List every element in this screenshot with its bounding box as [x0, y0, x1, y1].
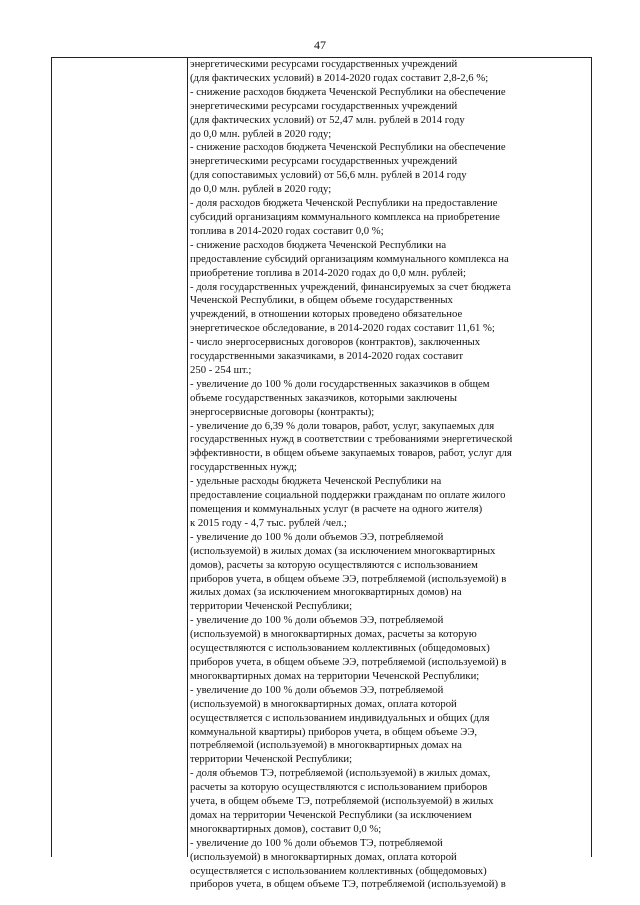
- text-line: - увеличение до 100 % доли объемов ЭЭ, потребляемой: [190, 683, 444, 696]
- text-line: субсидий организациям коммунального комплекса на приобретение: [190, 210, 500, 223]
- text-line: помещения и коммунальных услуг (в расчете на одного жителя): [190, 503, 483, 515]
- text-line: приобретение топлива в 2014-2020 годах до 0,0 млн. рублей;: [190, 266, 466, 279]
- text-line: (для фактических условий) в 2014-2020 годах составит 2,8-2,6 %;: [190, 71, 489, 84]
- text-line: эффективности, в общем объеме закупаемых товаров, работ, услуг для: [190, 447, 512, 460]
- text-line: - доля государственных учреждений, финансируемых за счет бюджета: [190, 280, 511, 293]
- text-line: до 0,0 млн. рублей в 2020 году;: [190, 183, 332, 196]
- text-line: энергетическими ресурсами государственных учреждений: [190, 155, 458, 168]
- text-line: учреждений, в отношении которых проведено обязательное: [190, 308, 463, 321]
- text-line: (используемой) в многоквартирных домах, оплата которой: [190, 850, 457, 863]
- text-line: топлива в 2014-2020 годах составит 0,0 %;: [190, 224, 384, 237]
- text-line: учета, в общем объеме ТЭ, потребляемой (используемой) в жилых: [190, 795, 494, 808]
- text-line: (используемой) в жилых домах (за исключением многоквартирных: [190, 544, 496, 557]
- text-line: территории Чеченской Республики;: [190, 753, 353, 766]
- text-line: домах на территории Чеченской Республики (за исключением: [190, 808, 472, 821]
- text-line: Чеченской Республики, в общем объеме государственных: [190, 294, 453, 307]
- text-line: территории Чеченской Республики;: [190, 600, 353, 613]
- text-line: потребляемой (используемой) в многоквартирных домах на: [190, 739, 462, 752]
- text-line: предоставление субсидий организациям коммунального комплекса на: [190, 252, 509, 265]
- text-line: - число энергосервисных договоров (контрактов), заключенных: [190, 336, 481, 349]
- text-line: энергетическое обследование, в 2014-2020 годах составит 11,61 %;: [190, 322, 495, 335]
- text-line: - доля объемов ТЭ, потребляемой (используемой) в жилых домах,: [190, 767, 491, 780]
- text-line: многоквартирных домов), составит 0,0 %;: [190, 822, 382, 835]
- text-line: (для фактических условий) от 52,47 млн. рублей в 2014 году: [190, 113, 465, 126]
- text-line: государственных нужд;: [190, 461, 298, 474]
- text-line: - доля расходов бюджета Чеченской Республики на предоставление: [190, 197, 498, 210]
- text-line: - увеличение до 100 % доли объемов ТЭ, потребляемой: [190, 836, 443, 849]
- text-line: к 2015 году - 4,7 тыс. рублей /чел.;: [190, 516, 347, 529]
- text-line: расчеты за которую осуществляются с использованием приборов: [190, 781, 488, 794]
- text-line: 250 - 254 шт.;: [190, 363, 252, 376]
- text-line: (для сопоставимых условий) от 56,6 млн. рублей в 2014 году: [190, 169, 467, 182]
- text-line: (используемой) в многоквартирных домах, расчеты за которую: [190, 628, 477, 641]
- text-line: домов), расчеты за которую осуществляются с использованием: [190, 558, 478, 571]
- text-line: - снижение расходов бюджета Чеченской Республики на обеспечение: [190, 141, 506, 154]
- table-text-cell: [190, 58, 590, 891]
- table-left-cell: [52, 58, 186, 856]
- text-line: - увеличение до 100 % доли государственных заказчиков в общем: [190, 377, 490, 390]
- text-line: предоставление социальной поддержки гражданам по оплате жилого: [190, 489, 506, 502]
- text-line: (используемой) в многоквартирных домах, оплата которой: [190, 697, 457, 710]
- text-line: жилых домах (за исключением многоквартирных домов) на: [190, 586, 462, 599]
- text-line: - снижение расходов бюджета Чеченской Республики на: [190, 238, 447, 251]
- text-line: осуществляется с использованием коллективных (общедомовых): [190, 864, 487, 877]
- text-line: государственными заказчиками, в 2014-2020 годах составит: [190, 350, 464, 363]
- text-line: объеме государственных заказчиков, которыми заключены: [190, 391, 457, 404]
- text-line: приборов учета, в общем объеме ТЭ, потребляемой (используемой) в: [190, 878, 506, 891]
- page-number: 47: [314, 38, 326, 52]
- text-line: многоквартирных домах на территории Чеченской Республики;: [190, 669, 480, 682]
- text-line: - увеличение до 100 % доли объемов ЭЭ, потребляемой: [190, 614, 444, 627]
- text-line: энергетическими ресурсами государственных учреждений: [190, 58, 458, 70]
- text-line: энергосервисные договоры (контракты);: [190, 405, 375, 418]
- text-line: - удельные расходы бюджета Чеченской Республики на: [190, 475, 442, 488]
- text-line: - увеличение до 100 % доли объемов ЭЭ, потребляемой: [190, 530, 444, 543]
- text-line: коммунальной квартиры) приборов учета, в общем объеме ЭЭ,: [190, 725, 478, 738]
- text-line: до 0,0 млн. рублей в 2020 году;: [190, 127, 332, 140]
- text-line: - увеличение до 6,39 % доли товаров, работ, услуг, закупаемых для: [190, 419, 495, 432]
- text-line: осуществляется с использованием индивидуальных и общих (для: [190, 711, 490, 724]
- text-line: приборов учета, в общем объеме ЭЭ, потребляемой (используемой) в: [190, 572, 507, 585]
- text-line: осуществляются с использованием коллективных (общедомовых): [190, 642, 490, 655]
- text-line: - снижение расходов бюджета Чеченской Республики на обеспечение: [190, 85, 506, 98]
- text-line: государственных нужд в соответствии с требованиями энергетической: [190, 433, 513, 446]
- text-line: приборов учета, в общем объеме ЭЭ, потребляемой (используемой) в: [190, 655, 507, 668]
- column-divider: [187, 57, 188, 857]
- text-line: энергетическими ресурсами государственных учреждений: [190, 99, 458, 112]
